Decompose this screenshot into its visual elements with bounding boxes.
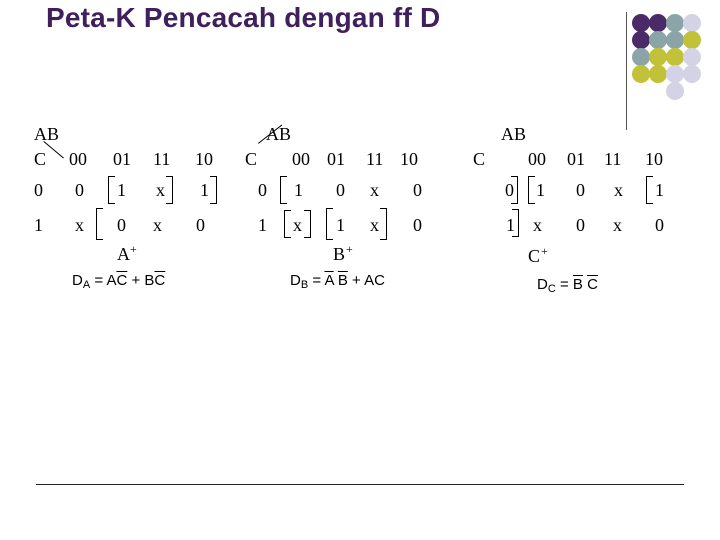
kmap-a-group-bracket (108, 176, 115, 204)
decor-dot (683, 14, 701, 32)
kmap-b-cell: 1 (336, 215, 345, 235)
decor-dot (649, 14, 667, 32)
kmap-c-cell: x (533, 215, 542, 235)
kmap-c-cell: 0 (576, 215, 585, 235)
kmap-b-col-header: 01 (327, 149, 345, 169)
decor-dot (632, 14, 650, 32)
kmap-a-cell: 0 (196, 215, 205, 235)
kmap-a-cell: 0 (117, 215, 126, 235)
kmap-b-cell: 0 (413, 180, 422, 200)
kmap-c-cell: x (614, 180, 623, 200)
kmap-a-equation: $D_A = A\overline{C} + B\overline{C}$ (72, 272, 166, 291)
kmap-a-cell: x (153, 215, 162, 235)
kmap-b-cell: 0 (413, 215, 422, 235)
kmap-c-col-header: 00 (528, 149, 546, 169)
kmap-a-col-header: 00 (69, 149, 87, 169)
kmap-b-group-bracket (284, 210, 291, 238)
decor-dot (683, 65, 701, 83)
decor-dot (632, 65, 650, 83)
decor-dot (632, 31, 650, 49)
kmap-a-row-header: 1 (34, 215, 43, 235)
kmap-c-group-bracket (646, 176, 653, 204)
decor-dot (649, 48, 667, 66)
kmap-a-cell: 1 (200, 180, 209, 200)
kmap-a-output-label: A (117, 244, 130, 264)
kmap-b-col-header: 00 (292, 149, 310, 169)
kmap-b-cell: x (293, 215, 302, 235)
kmap-c-group-bracket (528, 176, 535, 204)
kmap-a-col-header: 11 (153, 149, 171, 169)
kmap-a-cell: 1 (117, 180, 126, 200)
decor-dot (683, 31, 701, 49)
kmap-c-col-header: 11 (604, 149, 622, 169)
kmap-c-equation: $D_C = \overline{B}$ $\overline{C}$ (537, 276, 598, 295)
kmap-a-col-header: 01 (113, 149, 131, 169)
kmap-a-cell: 0 (75, 180, 84, 200)
decor-dot (666, 14, 684, 32)
kmap-c-cell: 0 (576, 180, 585, 200)
kmap-c-col-header: 01 (567, 149, 585, 169)
kmap-c-cell: 1 (536, 180, 545, 200)
kmap-a-group-bracket (210, 176, 217, 204)
kmap-b-group-bracket (326, 208, 333, 240)
kmap-b-output-label: B (333, 244, 346, 264)
kmap-c-plus-sup: + (541, 244, 548, 258)
kmap-c-cell: x (613, 215, 622, 235)
decor-dot (666, 31, 684, 49)
kmap-c-c-label: C (473, 149, 486, 169)
decor-dot (649, 31, 667, 49)
kmap-b-group-bracket (280, 176, 287, 204)
decor-dot (632, 48, 650, 66)
kmap-b-ab-label: AB (266, 124, 292, 144)
kmap-b-plus-sup: + (346, 242, 353, 256)
kmap-c-group-bracket (511, 176, 518, 204)
bottom-divider (36, 484, 684, 485)
kmap-b-col-header: 10 (400, 149, 418, 169)
kmap-c-cell: 0 (655, 215, 664, 235)
page-title: Peta-K Pencacah dengan ff D (46, 2, 441, 33)
kmap-b-c-label: C (245, 149, 258, 169)
kmap-b-group-bracket (304, 210, 311, 238)
kmap-c-cell: 1 (655, 180, 664, 200)
kmap-a-row-header: 0 (34, 180, 43, 200)
kmap-b-group-bracket (380, 208, 387, 240)
kmap-a-cell: x (156, 180, 165, 200)
decor-vertical-line (626, 12, 627, 130)
kmap-c-row-header: 1 (506, 215, 515, 235)
kmap-a-plus-sup: + (130, 242, 137, 256)
decor-dot (683, 48, 701, 66)
kmap-c-row-header: 0 (505, 180, 514, 200)
kmap-a-col-header: 10 (195, 149, 213, 169)
kmap-b-row-header: 1 (258, 215, 267, 235)
decor-dot (666, 65, 684, 83)
decor-dot (666, 82, 684, 100)
kmap-a-c-label: C (34, 149, 47, 169)
kmap-a-group-bracket (96, 208, 103, 240)
kmap-b-cell: 1 (294, 180, 303, 200)
kmap-b-cell: x (370, 215, 379, 235)
kmap-b-row-header: 0 (258, 180, 267, 200)
kmap-a-ab-label: AB (34, 124, 60, 144)
kmap-b-cell: x (370, 180, 379, 200)
decor-dot (666, 48, 684, 66)
kmap-c-col-header: 10 (645, 149, 663, 169)
kmap-b-col-header: 11 (366, 149, 384, 169)
kmap-c-ab-label: AB (501, 124, 527, 144)
decor-dot (649, 65, 667, 83)
kmap-b-equation: $D_B = \overline{A}$ $\overline{B}$ + AC (290, 272, 385, 291)
kmap-c-group-bracket (512, 209, 519, 237)
kmap-a-group-bracket (166, 176, 173, 204)
kmap-a-cell: x (75, 215, 84, 235)
kmap-c-output-label: C (528, 246, 541, 266)
kmap-b-cell: 0 (336, 180, 345, 200)
